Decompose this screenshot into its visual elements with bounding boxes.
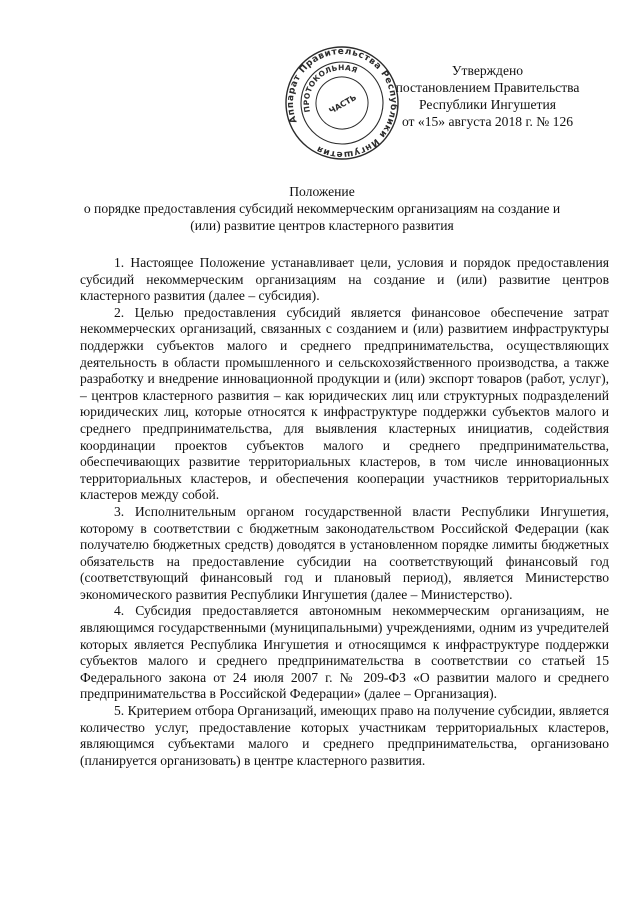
title-subtitle-line-1: о порядке предоставления субсидий некоммерческим организациям на создание и [83, 201, 561, 216]
approval-line-4: от «15» августа 2018 г. № 126 [401, 114, 574, 129]
approval-line-3: Республики Ингушетия [418, 97, 557, 112]
paragraph-5: 5. Критерием отбора Организаций, имеющих право на получение субсидии, является количество услуг, предоставление которых участникам территориальных кластеров, являющимся субъектами малого и среднего предпринимательства, организовано (планируется организовать) в центре кластерного развития. [80, 703, 609, 768]
approval-block [365, 62, 610, 130]
approval-line-2: постановлением Правительства [395, 80, 580, 95]
paragraph-4: 4. Субсидия предоставляется автономным некоммерческим организациям, не являющимся государственными (муниципальными) учреждениями, одним из учредителей которых является Республика Ингушетия и относящимся к инфраструктуре поддержки субъектов малого и среднего предпринимательства в соответствии со статьей 15 Федерального закона от 24 июля 2007 г. № 209-ФЗ «О развитии малого и среднего предпринимательства в Российской Федерации» (далее – Организация). [80, 603, 609, 702]
paragraph-3: 3. Исполнительным органом государственной власти Республики Ингушетия, которому в соответствии с бюджетным законодательством Российской Федерации (как получателю бюджетных средств) доводятся в установленном порядке лимиты бюджетных обязательств на предоставление субсидии на соответствующий финансовый год (соответствующий финансовый год и плановый период), является Министерство экономического развития Республики Ингушетия (далее – Министерство). [80, 503, 609, 602]
approval-line-1: Утверждено [451, 63, 524, 78]
document-body [80, 255, 609, 769]
document-title [44, 183, 600, 234]
stamp-inner-text: ПРОТОКОЛЬНАЯ [301, 62, 359, 114]
paragraph-2: 2. Целью предоставления субсидий является финансовое обеспечение затрат некоммерческих организаций, связанных с созданием и (или) развитием инфраструктуры поддержки субъектов малого и среднего предпринимательства, осуществляющих деятельность в области промышленного и сельскохозяйственного производства, а также разработку и внедрение инновационной продукции и (или) экспорт товаров (работ, услуг), – центров кластерного развития – как юридических лиц или структурных подразделений юридических лиц, которые относятся к инфраструктуре поддержки субъектов малого и среднего предпринимательства, для выявления кластерных инициатив, содействия координации проектов субъектов малого и среднего предпринимательства, обеспечивающих развитие территориальных кластеров, в том числе инновационных территориальных кластеров, и обеспечения кооперации участников территориальных кластеров между собой. [80, 304, 609, 503]
stamp-outer-text: Аппарат Правительства Республики Ингушетия [285, 46, 399, 160]
title-heading: Положение [289, 184, 355, 199]
stamp-center-text: ЧАСТЬ [327, 92, 359, 116]
title-subtitle-line-2: (или) развитие центров кластерного развития [190, 218, 454, 233]
paragraph-1: 1. Настоящее Положение устанавливает цели, условия и порядок предоставления субсидий некоммерческим организациям на создание и (или) развитие центров кластерного развития (далее – субсидия). [80, 255, 609, 304]
